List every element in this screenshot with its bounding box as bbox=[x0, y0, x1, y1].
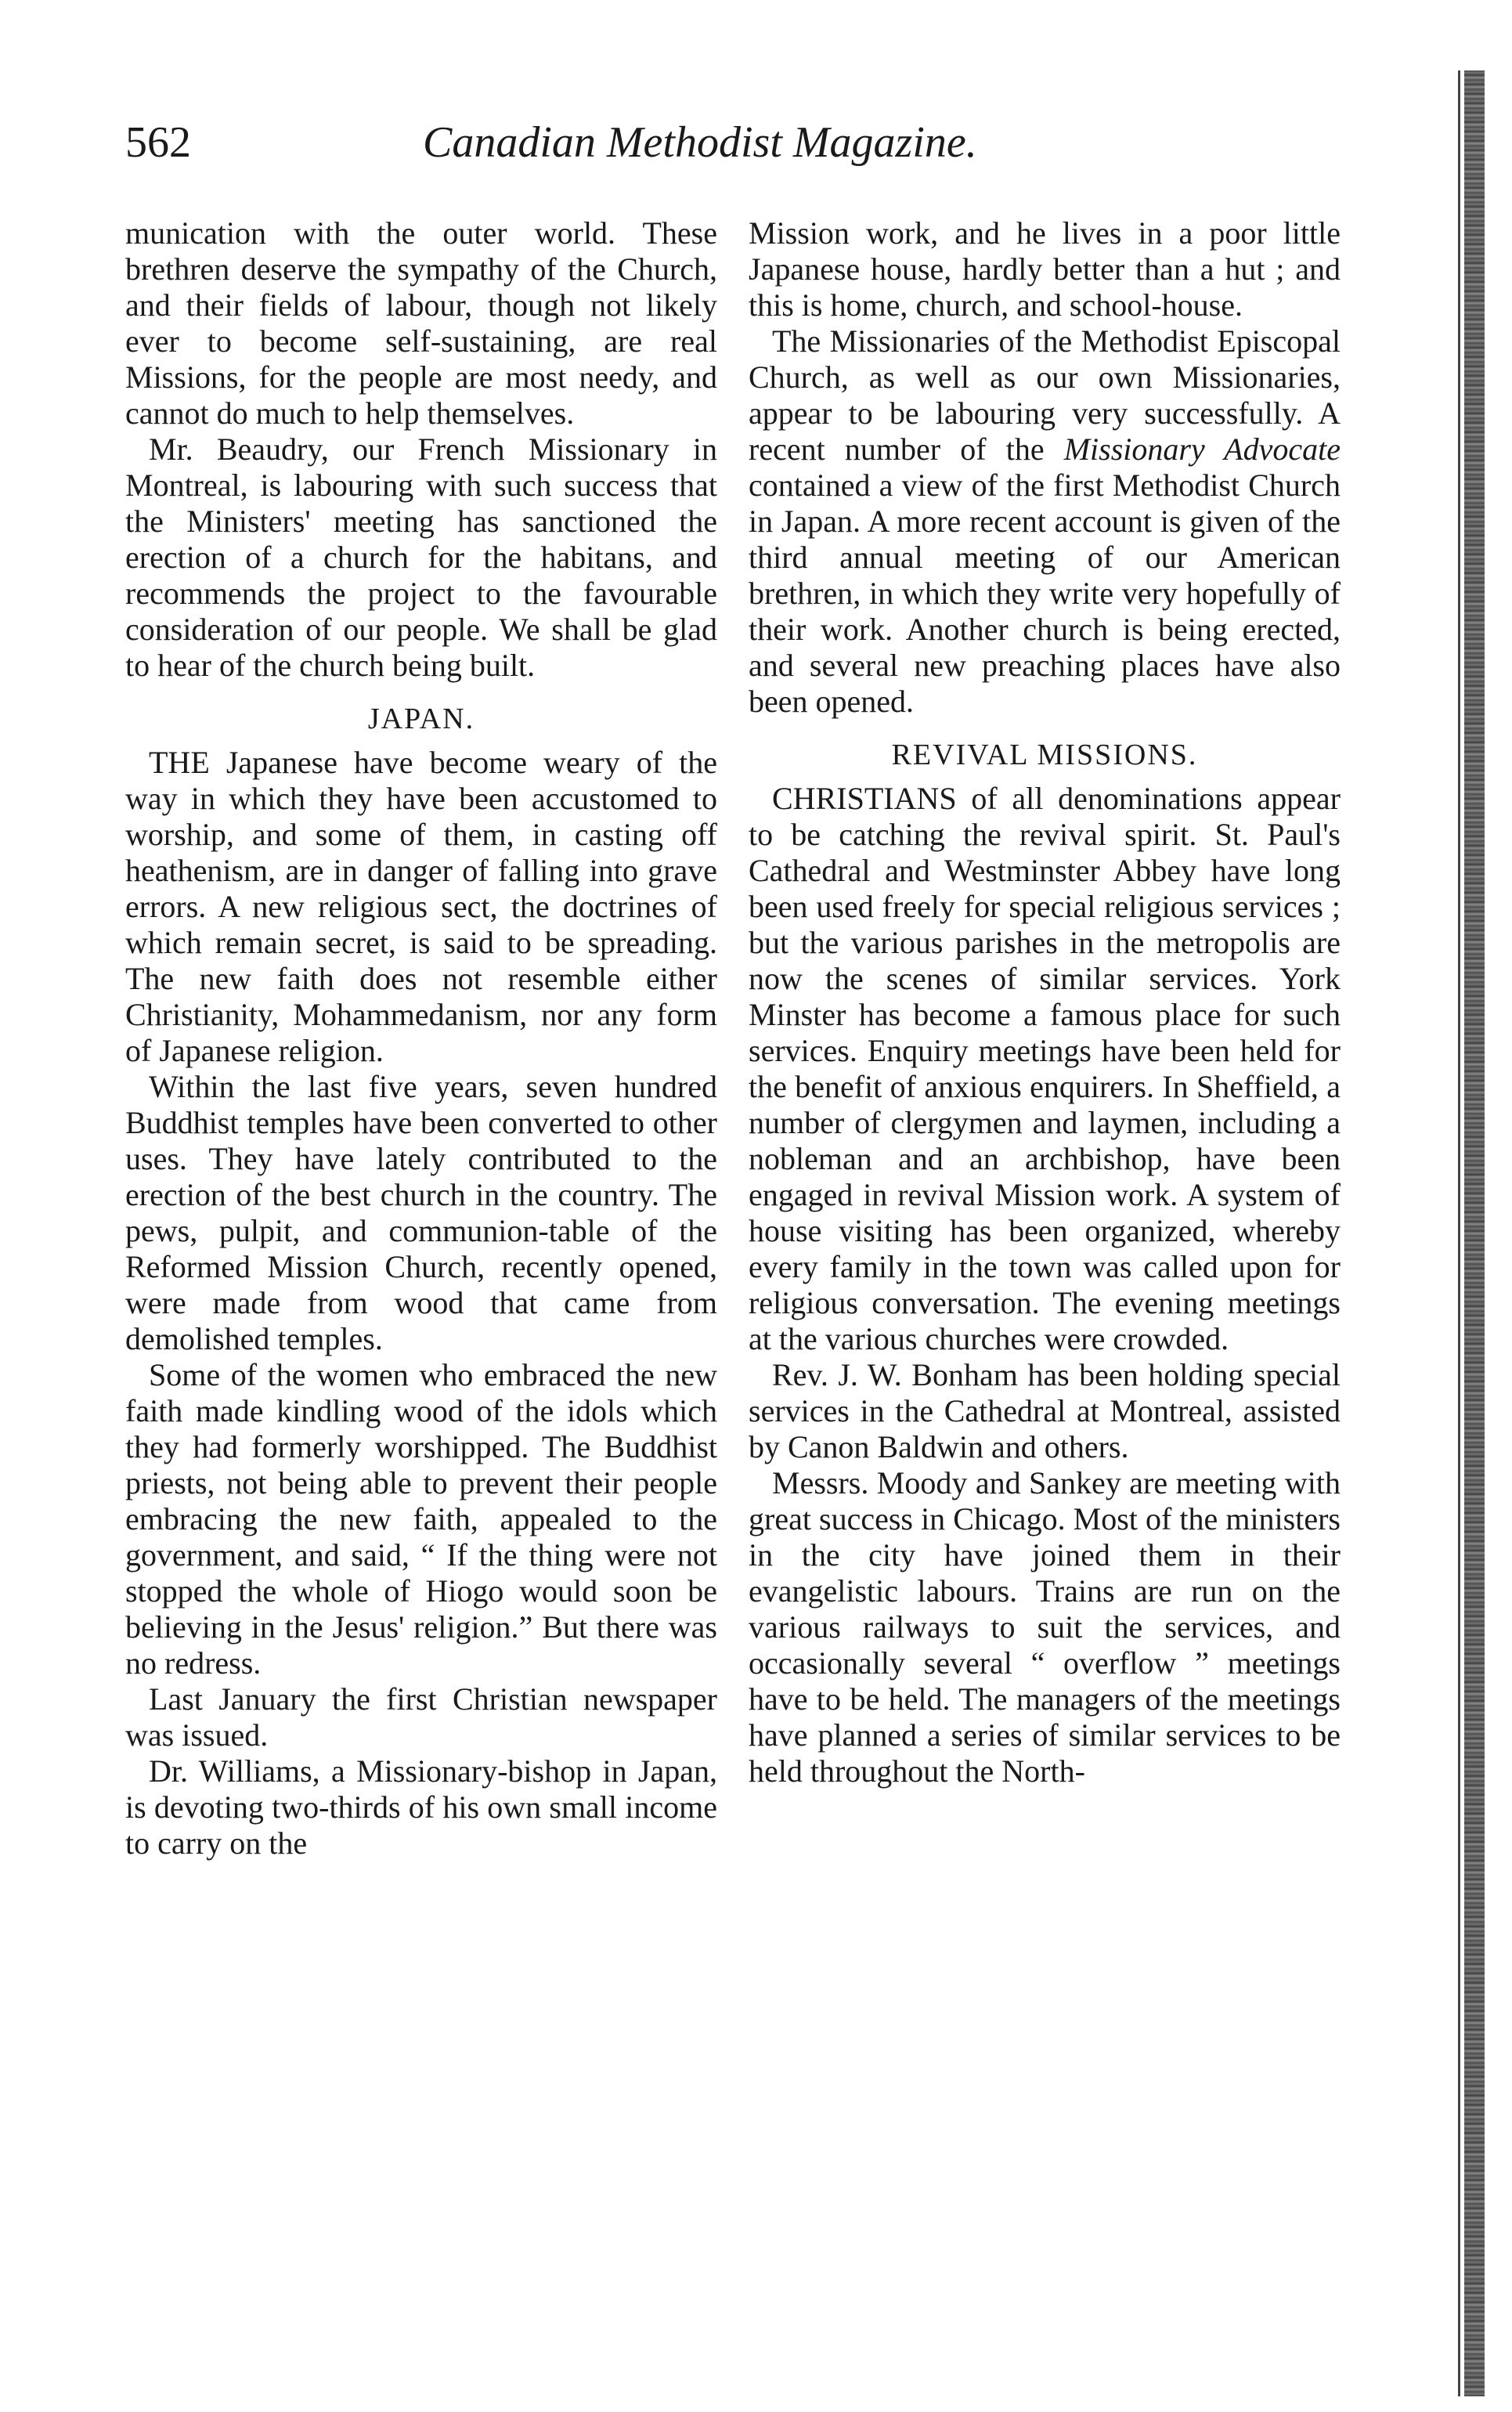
paragraph-text: The Missionaries of the Methodist Episcopal Church, as well as our own Missionaries, appear to be labouring very successfully. A recent number of the bbox=[749, 323, 1341, 467]
paragraph-text: contained a view of the first Methodist Church in Japan. A more recent account is given of the third annual meeting of our American brethren, in which they write very hopefully of their work. Another church is being erected, and several new preaching places have also been opened. bbox=[749, 468, 1341, 719]
lead-word: CHRISTIANS bbox=[772, 781, 957, 816]
paragraph-text: of all denominations appear to be catching the revival spirit. St. Paul's Cathedral and Westminster Abbey have long been used freely for special religious services ; but the various parishes in the metropolis are now the scenes of similar services. York Minster has become a famous place for such services. Enquiry meetings have been held for the benefit of anxious enquirers. In Sheffield, a number of clergymen and laymen, including a nobleman and an archbishop, have been engaged in revival Mission work. A system of house visiting has been organized, whereby every family in the town was called upon for religious conversation. The evening meetings at the various churches were crowded. bbox=[749, 781, 1341, 1356]
paragraph: Mr. Beaudry, our French Missionary in Montreal, is labouring with such success that the Ministers' meeting has sanctioned the erection of a church for the habitans, and recommends the project to the favourable consideration of our people. We shall be glad to hear of the church being built. bbox=[125, 431, 717, 683]
paragraph: Rev. J. W. Bonham has been holding special services in the Cathedral at Montreal, assisted by Canon Baldwin and others. bbox=[749, 1357, 1341, 1464]
page-number: 562 bbox=[125, 118, 191, 167]
paragraph: Within the last five years, seven hundred Buddhist temples have been converted to other uses. They have lately contributed to the erection of the best church in the country. The pews, pulpit, and communion-table of the Reformed Mission Church, recently opened, were made from wood that came from demolished temples. bbox=[125, 1069, 717, 1356]
paragraph: Messrs. Moody and Sankey are meeting with great success in Chicago. Most of the ministers in the city have joined them in their evangelistic labours. Trains are run on the various railways to suit the services, and occasionally several “ overflow ” meetings have to be held. The managers of the meetings have planned a series of similar services to be held throughout the North- bbox=[749, 1465, 1341, 1789]
page-header bbox=[125, 117, 1347, 180]
paragraph bbox=[749, 323, 1341, 720]
italic-title: Missionary Advocate bbox=[1063, 431, 1341, 467]
section-heading-revival: REVIVAL MISSIONS. bbox=[891, 738, 1198, 771]
paragraph bbox=[125, 745, 717, 1069]
paragraph bbox=[749, 781, 1341, 1357]
lead-word: THE bbox=[149, 745, 210, 780]
paragraph: Last January the first Christian newspaper was issued. bbox=[125, 1681, 717, 1753]
paragraph-text: Japanese have become weary of the way in which they have been accustomed to worship, and some of them, in casting off heathenism, are in danger of falling into grave errors. A new religious sect, the doctrines of which remain secret, is said to be spreading. The new faith does not resemble either Christianity, Mohammedanism, nor any form of Japanese religion. bbox=[125, 745, 717, 1068]
right-column bbox=[749, 215, 1341, 1789]
paragraph: munication with the outer world. These brethren deserve the sympathy of the Church, and their fields of labour, though not likely ever to become self-sustaining, are real Missions, for the people are most needy, and cannot do much to help themselves. bbox=[125, 215, 717, 431]
left-column bbox=[125, 215, 717, 1861]
paragraph: Some of the women who embraced the new faith made kindling wood of the idols which they had formerly worshipped. The Buddhist priests, not being able to prevent their people embracing the new faith, appealed to the government, and said, “ If the thing were not stopped the whole of Hiogo would soon be believing in the Jesus' religion.” But there was no redress. bbox=[125, 1357, 717, 1681]
binding-line bbox=[1458, 70, 1460, 2396]
paragraph: Mission work, and he lives in a poor little Japanese house, hardly better than a hut ; and this is home, church, and school-house. bbox=[749, 215, 1341, 323]
running-title: Canadian Methodist Magazine. bbox=[423, 118, 977, 167]
binding-edge bbox=[1464, 70, 1485, 2396]
paragraph: Dr. Williams, a Missionary-bishop in Japan, is devoting two-thirds of his own small income to carry on the bbox=[125, 1753, 717, 1861]
section-heading-japan: JAPAN. bbox=[367, 702, 475, 735]
